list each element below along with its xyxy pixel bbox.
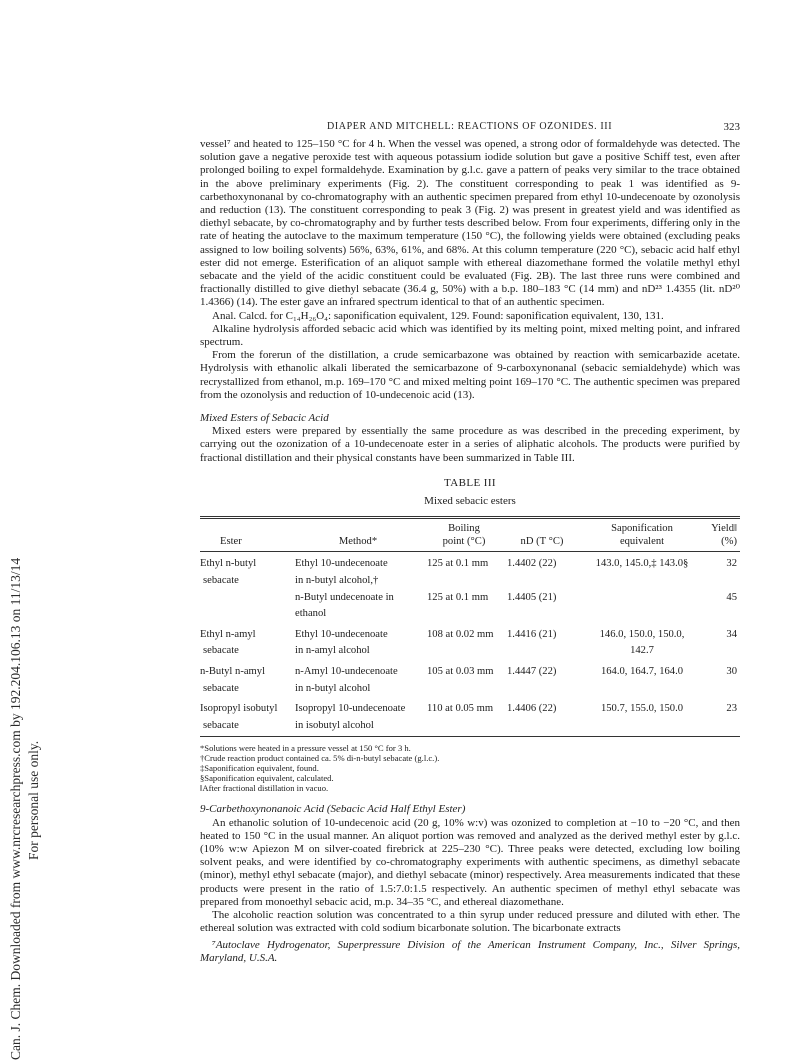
cell-saponification: 143.0, 145.0,‡ 143.0§ xyxy=(595,558,689,570)
cell-refractive-index: 1.4406 (22) xyxy=(507,703,557,715)
cell-yield: 34 xyxy=(726,628,737,640)
cell-ester xyxy=(200,606,292,623)
cell-ester: sebacate xyxy=(203,575,239,587)
cell-boiling-point: 125 at 0.1 mm xyxy=(427,558,489,570)
cell-saponification xyxy=(580,681,704,698)
text-column xyxy=(200,138,740,965)
cell-method: n-Butyl undecenoate in xyxy=(295,591,394,603)
cell-saponification xyxy=(580,590,704,607)
cell-method: ethanol xyxy=(295,608,327,620)
table-row xyxy=(200,681,740,698)
cell-ester xyxy=(200,590,292,607)
paragraph: Mixed esters were prepared by essentially the same procedure as was described in the preceding experiment, by carrying out the ozonization of a 10-undecenoate ester in a series of aliphatic alcohols. The products were purified by fractional distillation and their physical constants have been summarized in Table III. xyxy=(200,425,740,464)
page-number: 323 xyxy=(723,121,740,133)
cell-ester: Ethyl n-butyl xyxy=(200,558,257,570)
cell-yield xyxy=(704,681,740,698)
cell-method: in isobutyl alcohol xyxy=(295,719,374,731)
cell-boiling-point xyxy=(424,606,504,623)
table-row xyxy=(200,660,740,681)
cell-saponification: 142.7 xyxy=(630,645,654,657)
cell-refractive-index xyxy=(504,606,580,623)
download-stamp-line-1: Can. J. Chem. Downloaded from www.nrcresearchpress.com by 192.204.106.13 on 11/13/14 xyxy=(8,557,23,1060)
cell-yield xyxy=(704,606,740,623)
paragraph: From the forerun of the distillation, a crude semicarbazone was obtained by reaction with semicarbazide acetate. Hydrolysis with ethanolic alkali liberated the semicarbazone of 9-carboxynonanal (sebacic semialdehyde) which was recrystallized from ethanol, m.p. 169–170 °C and mixed melting point 169–170 °C. The authentic specimen was prepared from the ozonolysis and reduction of 10-undecenoic acid (13). xyxy=(200,349,740,401)
cell-yield: 32 xyxy=(726,558,737,570)
table-row xyxy=(200,718,740,737)
table-row xyxy=(200,623,740,644)
paragraph: Anal. Calcd. for C₁₄H₂₆O₄: saponification equivalent, 129. Found: saponification equivalent, 130, 131. xyxy=(212,309,664,322)
cell-yield: 45 xyxy=(726,591,737,603)
table-footnote: ‡Saponification equivalent, found. xyxy=(200,763,319,774)
cell-ester: Isopropyl isobutyl xyxy=(200,703,278,715)
table-row xyxy=(200,590,740,607)
cell-method: in n-butyl alcohol xyxy=(295,682,371,694)
cell-refractive-index: 1.4416 (21) xyxy=(507,628,557,640)
paragraph: Alkaline hydrolysis afforded sebacic acid which was identified by its melting point, mixed melting point, and infrared spectrum. xyxy=(200,322,740,349)
col-header-ester: Ester xyxy=(200,518,292,552)
download-stamp xyxy=(6,300,42,1060)
cell-saponification xyxy=(580,718,704,737)
cell-boiling-point xyxy=(424,681,504,698)
paragraph: vessel⁷ and heated to 125–150 °C for 4 h. When the vessel was opened, a strong odor of formaldehyde was detected. The solution gave a negative peroxide test with aqueous potassium iodide solution but gave a positive Schiff test, even after prolonged boiling to expel formaldehyde. Examination by g.l.c. gave a pattern of peaks very similar to the trace obtained in the above preliminary experiments (Fig. 2). The constituent corresponding to peak 1 was identified as 9-carbethoxynonanal by co-chromatography with an authentic specimen prepared from ethyl 10-undecenoate by ozonolysis and reduction (13). The constituent corresponding to peak 3 (Fig. 2) was present in greatest yield and was identified as diethyl sebacate, by co-chromatography and by further tests described below. From four experiments, differing only in the rate of heating the autoclave to the maximum temperature (150 °C), the following yields were obtained (excluding peaks assigned to low boiling solvents) 56%, 63%, 61%, and 68%. At this column temperature (220 °C), sebacic acid half ethyl ester did not emerge. Esterification of an aliquot sample with ethereal diazomethane formed the volatile methyl ethyl sebacate and the yield of the acidic constituent could be evaluated (Fig. 2B). The last three runs were combined and fractionally distilled to give diethyl sebacate (36.4 g, 50%) with a b.p. 180–183 °C (14 mm) and nD²³ 1.4355 (lit. nD²⁰ 1.4366) (14). The ester gave an infrared spectrum identical to that of an authentic specimen. xyxy=(200,138,740,309)
col-header-refractive-index: nD (T °C) xyxy=(504,518,580,552)
col-header-method: Method* xyxy=(292,518,424,552)
cell-saponification xyxy=(580,606,704,623)
cell-ester: sebacate xyxy=(203,645,239,657)
cell-yield: 30 xyxy=(726,666,737,678)
table-footnote: †Crude reaction product contained ca. 5% di-n-butyl sebacate (g.l.c.). xyxy=(200,753,440,764)
cell-method: Isopropyl 10-undecenoate xyxy=(295,703,406,715)
cell-saponification xyxy=(580,573,704,590)
paragraph: An ethanolic solution of 10-undecenoic acid (20 g, 10% w:v) was ozonized to completion at −10 to −20 °C, and then heated to 150 °C in the usual manner. An aliquot portion was removed and analyzed as the derived methyl ester by g.l.c. (10% w:w Apiezon M on silver-coated firebrick at 225–230 °C). Three peaks were detected, excluding low boiling solvent peaks, and were identified by co-chromatography experiments with authentic specimens, as dimethyl sebacate (minor), methyl ethyl sebacate (major), and diethyl sebacate (minor) respectively. Area measurements indicated that these products were present in the ratio of 1.5:7.0:1.5 respectively. An authentic specimen of methyl ethyl sebacate was prepared from monoethyl sebacic acid, m.p. 34–35 °C, and ethereal diazomethane. xyxy=(200,816,740,908)
cell-yield xyxy=(704,643,740,660)
section-heading-half-ester: 9-Carbethoxynonanoic Acid (Sebacic Acid Half Ethyl Ester) xyxy=(200,803,466,816)
table-label: TABLE III xyxy=(444,476,496,489)
download-stamp-line-2: For personal use only. xyxy=(26,740,41,860)
cell-method: in n-butyl alcohol,† xyxy=(295,575,379,587)
cell-refractive-index: 1.4405 (21) xyxy=(507,591,557,603)
mixed-esters-table xyxy=(200,516,740,737)
cell-ester: Ethyl n-amyl xyxy=(200,628,256,640)
col-header-saponification: Saponification equivalent xyxy=(580,518,704,552)
col-header-boiling-point: Boiling point (°C) xyxy=(424,518,504,552)
cell-refractive-index: 1.4402 (22) xyxy=(507,558,557,570)
section-heading-mixed-esters: Mixed Esters of Sebacic Acid xyxy=(200,412,329,425)
cell-method: Ethyl 10-undecenoate xyxy=(295,628,388,640)
cell-saponification: 146.0, 150.0, 150.0, xyxy=(599,628,685,640)
cell-boiling-point: 105 at 0.03 mm xyxy=(427,666,494,678)
cell-refractive-index xyxy=(504,643,580,660)
table-header-row xyxy=(200,518,740,552)
cell-refractive-index xyxy=(504,718,580,737)
cell-saponification: 164.0, 164.7, 164.0 xyxy=(600,666,684,678)
cell-boiling-point: 125 at 0.1 mm xyxy=(427,591,489,603)
table-footnote: §Saponification equivalent, calculated. xyxy=(200,773,334,784)
cell-method: n-Amyl 10-undecenoate xyxy=(295,666,398,678)
table-footnotes xyxy=(200,743,740,793)
cell-refractive-index xyxy=(504,681,580,698)
cell-yield xyxy=(704,573,740,590)
table-row xyxy=(200,606,740,623)
cell-method: Ethyl 10-undecenoate xyxy=(295,558,388,570)
running-title: DIAPER AND MITCHELL: REACTIONS OF OZONIDES. III xyxy=(327,121,613,132)
table-row xyxy=(200,573,740,590)
cell-saponification: 150.7, 155.0, 150.0 xyxy=(600,703,684,715)
cell-ester: n-Butyl n-amyl xyxy=(200,666,266,678)
page-footnote: ⁷Autoclave Hydrogenator, Superpressure Division of the American Instrument Company, Inc., Silver Springs, Maryland, U.S.A. xyxy=(200,939,740,965)
cell-boiling-point xyxy=(424,573,504,590)
col-header-yield: Yield‖ (%) xyxy=(704,518,740,552)
cell-boiling-point: 110 at 0.05 mm xyxy=(427,703,494,715)
cell-boiling-point: 108 at 0.02 mm xyxy=(427,628,494,640)
table-row xyxy=(200,643,740,660)
cell-refractive-index xyxy=(504,573,580,590)
table-row xyxy=(200,552,740,573)
cell-boiling-point xyxy=(424,643,504,660)
cell-yield: 23 xyxy=(726,703,737,715)
cell-ester: sebacate xyxy=(203,682,239,694)
table-row xyxy=(200,697,740,718)
cell-ester: sebacate xyxy=(203,719,239,731)
paragraph: The alcoholic reaction solution was concentrated to a thin syrup under reduced pressure and diluted with ether. The ethereal solution was extracted with cold sodium bicarbonate solution. The bicarbonate extracts xyxy=(200,909,740,935)
table-footnote: ‖After fractional distillation in vacuo. xyxy=(200,783,329,794)
table-caption: Mixed sebacic esters xyxy=(424,495,516,508)
cell-refractive-index: 1.4447 (22) xyxy=(507,666,557,678)
cell-method: in n-amyl alcohol xyxy=(295,645,370,657)
table-footnote: *Solutions were heated in a pressure vessel at 150 °C for 3 h. xyxy=(200,743,411,754)
cell-yield xyxy=(704,718,740,737)
cell-boiling-point xyxy=(424,718,504,737)
